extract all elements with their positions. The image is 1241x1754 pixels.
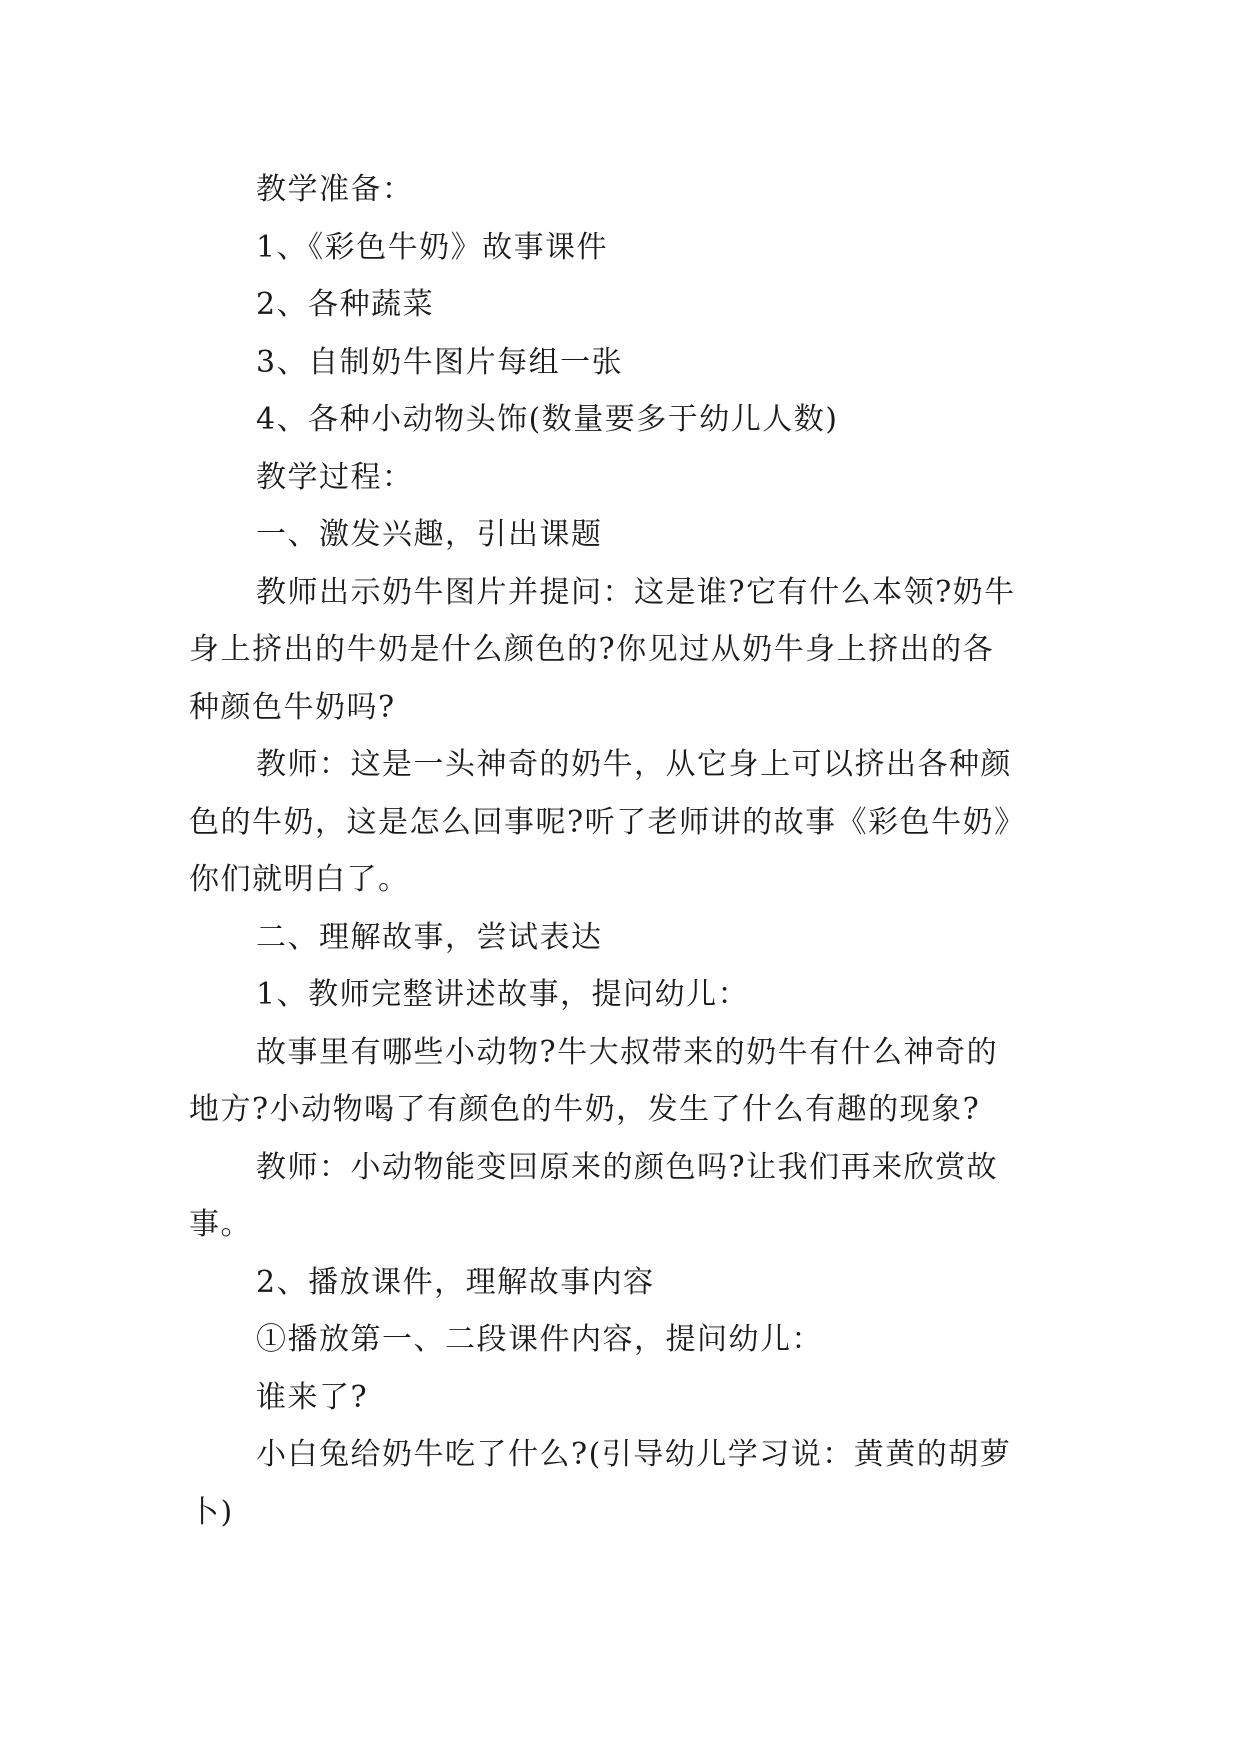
text-line: 卜) xyxy=(189,1494,234,1530)
text-line: 事。 xyxy=(189,1207,252,1242)
text-line: ①播放第一、二段课件内容，提问幼儿： xyxy=(256,1322,823,1357)
text-line: 身上挤出的牛奶是什么颜色的?你见过从奶牛身上挤出的各 xyxy=(189,632,995,667)
text-line: 一、激发兴趣，引出课题 xyxy=(256,517,603,552)
text-line: 1、教师完整讲述故事，提问幼儿： xyxy=(256,977,750,1012)
text-line: 教师：小动物能变回原来的颜色吗?让我们再来欣赏故 xyxy=(256,1149,999,1185)
text-line: 教师：这是一头神奇的奶牛，从它身上可以挤出各种颜 xyxy=(256,747,1012,782)
text-line: 你们就明白了。 xyxy=(189,862,410,897)
text-line: 地方?小动物喝了有颜色的牛奶，发生了什么有趣的现象? xyxy=(189,1092,981,1127)
text-line: 故事里有哪些小动物?牛大叔带来的奶牛有什么神奇的 xyxy=(256,1034,999,1070)
text-line: 3、自制奶牛图片每组一张 xyxy=(256,344,624,380)
text-line: 教师出示奶牛图片并提问：这是谁?它有什么本领?奶牛 xyxy=(256,574,1016,610)
text-line: 色的牛奶，这是怎么回事呢?听了老师讲的故事《彩色牛奶》 xyxy=(189,804,1026,840)
text-line: 4、各种小动物头饰(数量要多于幼儿人数) xyxy=(256,402,839,437)
document-body xyxy=(189,161,1069,1541)
text-line: 2、各种蔬菜 xyxy=(256,287,435,322)
text-line: 种颜色牛奶吗? xyxy=(189,689,396,725)
text-line: 2、播放课件，理解故事内容 xyxy=(256,1264,655,1300)
text-line: 1、《彩色牛奶》故事课件 xyxy=(256,229,609,265)
text-line: 教学准备： xyxy=(256,172,414,207)
text-line: 谁来了? xyxy=(256,1379,369,1415)
text-line: 二、理解故事，尝试表达 xyxy=(256,919,603,955)
text-line: 小白兔给奶牛吃了什么?(引导幼儿学习说：黄黄的胡萝 xyxy=(256,1437,1012,1472)
text-line: 教学过程： xyxy=(256,459,414,495)
